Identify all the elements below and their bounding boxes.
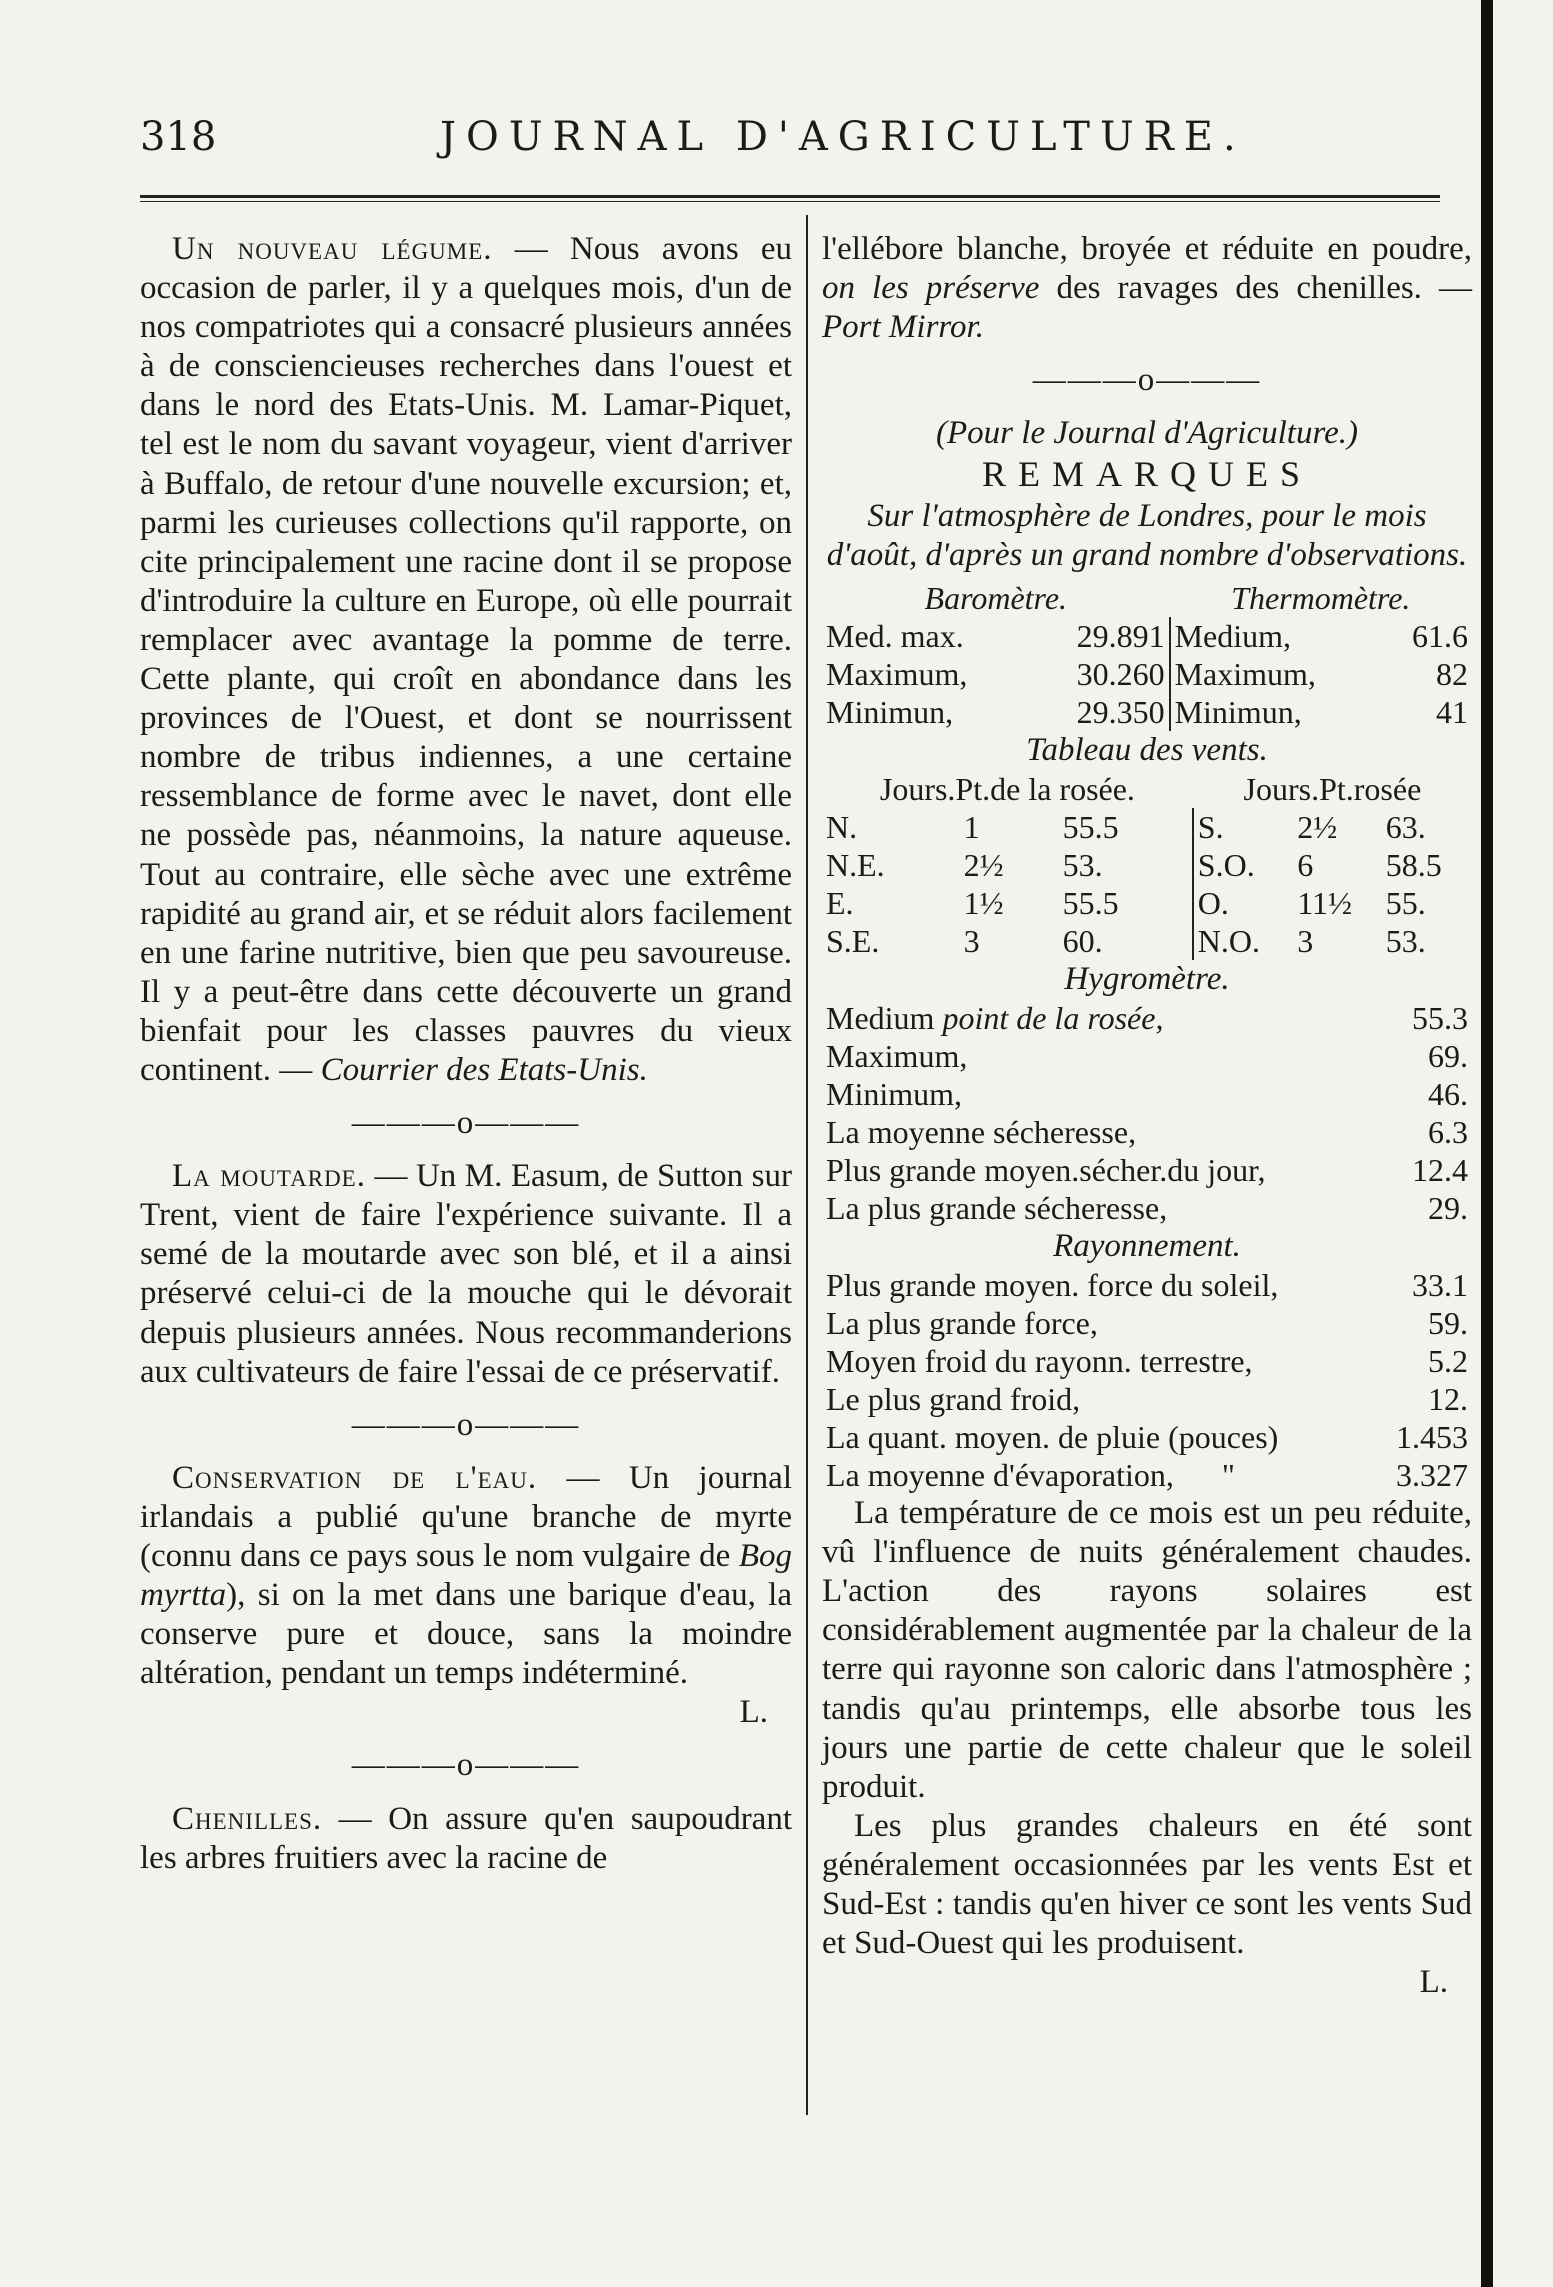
cell-label: Le plus grand froid, [826, 1381, 1081, 1418]
barometer-thermometer-table [822, 579, 1472, 731]
table-row [822, 655, 1472, 693]
table-row [822, 1456, 1472, 1494]
cell-dewpoint: 55.5 [1062, 808, 1119, 845]
article-title: La moutarde. [172, 1158, 366, 1195]
table-row [822, 1304, 1472, 1342]
barometer-heading: Baromètre. [924, 579, 1068, 616]
table-row [822, 1113, 1472, 1151]
page-edge [1481, 0, 1493, 2287]
header-rule [140, 195, 1440, 202]
article-body: — Nous avons eu occasion de parler, il y a quelques mois, d'un de nos compatriotes qui a consacré plusieurs années à de consciencieuses recherches dans l'ouest et dans le nord des Etats-Unis. M. Lamar-Piquet, tel est le nom du savant voyageur, vient d'arriver à Buffalo, de retour d'une nouvelle excursion; et, parmi les curieuses collections qu'il rapporte, on cite principalement une racine dont il se propose d'introduire la culture en Europe, où elle pourrait remplacer avec avantage la pomme de terre. Cette plante, qui croît en abondance dans les provinces de l'Ouest, et dont se nourrissent nombre de tribus indiennes, a une certaine ressemblance de forme avec le navet, dont elle ne possède pas, néanmoins, la nature aqueuse. Tout au contraire, elle sèche avec une extrême rapidité au grand air, et se réduit alors facilement en une farine nutritive, bien que peu savoureuse. Il y a peut-être dans cette découverte un grand bienfait pour les classes pauvres du vieux continent. — [140, 231, 793, 1088]
cell-label: La quant. moyen. de pluie (pouces) [826, 1419, 1279, 1456]
table-row [822, 922, 1472, 960]
article-source: Courrier des Etats-Unis. [320, 1051, 648, 1088]
cell-dewpoint: 55.5 [1062, 884, 1119, 921]
hygrometer-heading: Hygromètre. [1064, 960, 1230, 997]
separator: ———o——— [351, 1105, 581, 1142]
table-row [822, 1342, 1472, 1380]
signature: L. [739, 1694, 768, 1731]
article-moutarde [140, 1157, 792, 1392]
cell-direction: E. [826, 884, 854, 921]
cell-days: 1 [963, 808, 980, 845]
table-row [822, 1037, 1472, 1075]
winds-table [822, 770, 1472, 960]
cell-days: 11½ [1297, 884, 1352, 921]
cell-label: Plus grande moyen.sécher.du jour, [826, 1151, 1266, 1188]
cell-value: 5.2 [1428, 1343, 1468, 1380]
cell-label: La plus grande force, [826, 1305, 1098, 1342]
cell-direction: S. [1193, 808, 1293, 846]
separator: ———o——— [1032, 362, 1262, 399]
cell-direction: N.E. [826, 846, 885, 883]
cell-value: 29. [1428, 1189, 1468, 1226]
cell-label: Plus grande moyen. force du soleil, [826, 1267, 1279, 1304]
cell-value: 29.350 [1076, 693, 1165, 730]
paragraph-winds: Les plus grandes chaleurs en été sont généralement occasionnées par les vents Est et Sud-Est : tandis qu'en hiver ce sont les vents Sud et Sud-Ouest qui les produisent. [822, 1807, 1472, 1962]
attribution: (Pour le Journal d'Agriculture.) [936, 415, 1358, 452]
article-chenilles-continued [822, 230, 1472, 347]
table-row [822, 1380, 1472, 1418]
article-title: Un nouveau légume. [172, 231, 493, 267]
cell-value: 29.891 [1076, 617, 1165, 654]
cell-label: La moyenne sécheresse, [826, 1113, 1137, 1150]
article-body: — Un M. Easum, de Sutton sur Trent, vient de faire l'expérience suivante. Il a semé de la moutarde avec son blé, et il a ainsi préservé celui-ci de la mouche qui le dévorait depuis plusieurs années. Nous recommanderions aux cultivateurs de faire l'essai de ce préservatif. [140, 1158, 792, 1390]
cell-dewpoint: 58.5 [1385, 846, 1442, 883]
cell-value: 46. [1428, 1075, 1468, 1112]
winds-col-head-right: Jours.Pt.rosée [1243, 770, 1422, 807]
cell-label: La moyenne d'évaporation, " [826, 1457, 1235, 1494]
section-heading: REMARQUES [981, 454, 1313, 495]
article-italic: Bog myrtta [140, 1538, 792, 1614]
cell-value: 61.6 [1412, 617, 1468, 654]
article-body: ), si on la met dans une barique d'eau, la conserve pure et douce, sans la moindre altération, pendant un temps indéterminé. [140, 1577, 792, 1692]
table-row [822, 999, 1472, 1037]
cell-label: La plus grande sécheresse, [826, 1189, 1168, 1226]
running-title: JOURNAL D'AGRICULTURE. [440, 114, 1246, 160]
article-body: — Un journal irlandais a publié qu'une branche de myrte (connu dans ce pays sous le nom vulgaire de [140, 1459, 792, 1574]
separator: ———o——— [351, 1747, 581, 1784]
cell-days: 3 [963, 922, 980, 959]
section-subtitle: Sur l'atmosphère de Londres, pour le mois d'août, d'après un grand nombre d'observations. [826, 497, 1468, 573]
cell-label: Maximum, [826, 655, 968, 692]
cell-value: 69. [1428, 1037, 1468, 1074]
table-row [822, 884, 1472, 922]
article-body: — On assure qu'en saupoudrant les arbres fruitiers avec la racine de [140, 1800, 792, 1876]
cell-direction: N. [826, 808, 858, 845]
signature: L. [1419, 1964, 1448, 2001]
article-chenilles [140, 1800, 792, 1878]
cell-value: 30.260 [1076, 655, 1165, 692]
left-column [140, 230, 792, 1878]
cell-label: Moyen froid du rayonn. terrestre, [826, 1343, 1253, 1380]
article-conservation-eau [140, 1459, 792, 1694]
cell-label: Medium [826, 999, 943, 1036]
cell-value: 6.3 [1428, 1113, 1468, 1150]
cell-days: 6 [1297, 846, 1314, 883]
cell-value: 55.3 [1412, 999, 1468, 1036]
page-header [140, 110, 1460, 170]
cell-dewpoint: 53. [1062, 846, 1103, 883]
hygrometer-table [822, 999, 1472, 1227]
table-row [822, 1151, 1472, 1189]
article-title: Chenilles. [172, 1800, 323, 1837]
article-source: Port Mirror. [822, 309, 984, 346]
radiation-table [822, 1266, 1472, 1494]
cell-dewpoint: 53. [1385, 922, 1426, 959]
cell-label: Minimun, [1170, 693, 1382, 731]
cell-days: 1½ [963, 884, 1004, 921]
paragraph-temperature: La température de ce mois est un peu réduite, vû l'influence de nuits généralement chaudes. L'action des rayons solaires est considérablement augmentée par la chaleur de la terre qui rayonne son caloric dans l'atmosphère ; tandis qu'au printemps, elle absorbe tous les jours une partie de cette chaleur que le soleil produit. [822, 1495, 1472, 1805]
table-row [822, 808, 1472, 846]
article-title: Conservation de l'eau. [172, 1459, 538, 1496]
winds-heading: Tableau des vents. [1026, 731, 1268, 768]
cell-value: 3.327 [1396, 1457, 1468, 1494]
article-body: des ravages des chenilles. — [1039, 270, 1472, 307]
cell-value: 82 [1436, 655, 1468, 692]
cell-value: 12. [1428, 1381, 1468, 1418]
radiation-heading: Rayonnement. [1053, 1227, 1241, 1264]
cell-direction: S.O. [1193, 846, 1293, 884]
table-row [822, 846, 1472, 884]
table-row [822, 1075, 1472, 1113]
separator: ———o——— [351, 1406, 581, 1443]
article-body: l'ellébore blanche, broyée et réduite en poudre, [822, 231, 1472, 267]
table-row [822, 693, 1472, 731]
cell-dewpoint: 55. [1385, 884, 1426, 921]
cell-days: 2½ [963, 846, 1004, 883]
cell-label: Med. max. [826, 617, 964, 654]
cell-days: 3 [1297, 922, 1314, 959]
cell-value: 41 [1436, 693, 1468, 730]
cell-direction: O. [1193, 884, 1293, 922]
article-nouveau-legume [140, 230, 792, 1090]
column-divider [806, 215, 808, 2115]
cell-value: 12.4 [1412, 1151, 1468, 1188]
table-row [822, 617, 1472, 655]
table-row [822, 1266, 1472, 1304]
winds-col-head-left: Jours.Pt.de la rosée. [879, 770, 1135, 807]
cell-direction: N.O. [1193, 922, 1293, 960]
right-column [822, 230, 1472, 2002]
cell-label-italic: point de la rosée, [942, 999, 1164, 1036]
article-italic: on les préserve [822, 270, 1040, 307]
table-row [822, 1418, 1472, 1456]
cell-direction: S.E. [826, 922, 880, 959]
cell-label: Minimun, [826, 693, 954, 730]
cell-dewpoint: 63. [1385, 808, 1426, 845]
table-row [822, 1189, 1472, 1227]
cell-value: 33.1 [1412, 1267, 1468, 1304]
cell-value: 59. [1428, 1305, 1468, 1342]
thermometer-heading: Thermomètre. [1231, 579, 1411, 616]
cell-label: Minimum, [826, 1075, 963, 1112]
cell-value: 1.453 [1396, 1419, 1468, 1456]
cell-label: Maximum, [1170, 655, 1382, 693]
page-number: 318 [140, 114, 217, 160]
cell-days: 2½ [1297, 808, 1338, 845]
cell-label: Maximum, [826, 1037, 968, 1074]
cell-dewpoint: 60. [1062, 922, 1103, 959]
cell-label: Medium, [1170, 617, 1382, 655]
